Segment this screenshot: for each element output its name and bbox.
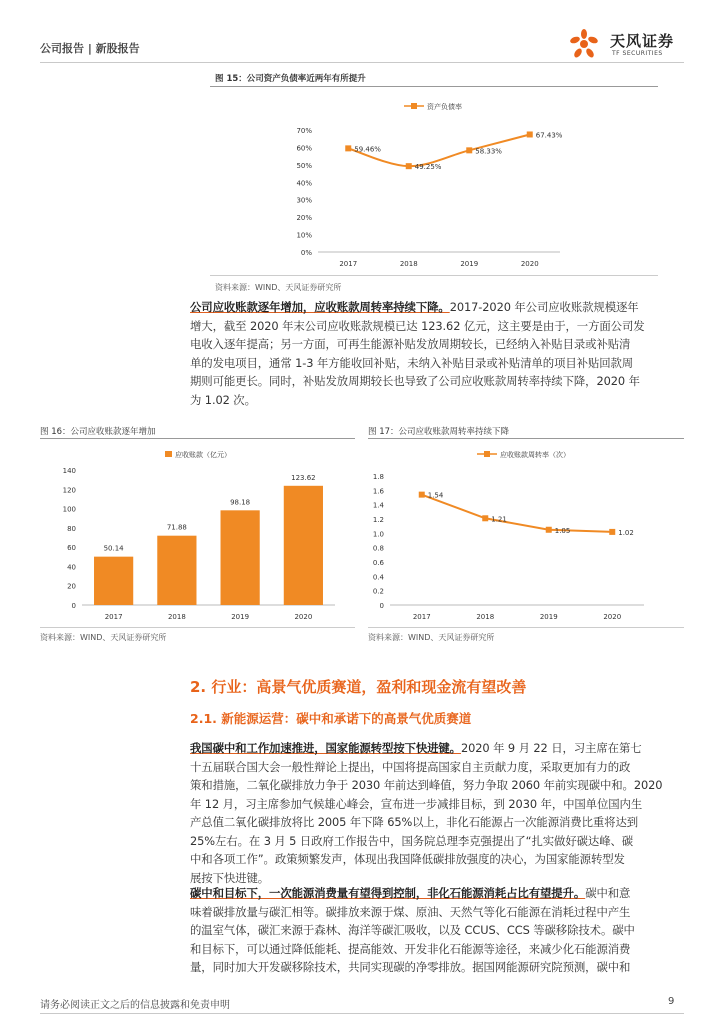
y-tick-label: 0%: [300, 249, 312, 257]
data-point: [406, 163, 412, 169]
paragraph-carbon-neutral-lead: 我国碳中和工作加速推进，国家能源转型按下快进键。: [190, 741, 461, 755]
breadcrumb: 公司报告 | 新股报告: [40, 42, 140, 55]
y-tick-label: 0: [71, 602, 76, 610]
x-tick-label: 2020: [294, 613, 313, 621]
x-tick-label: 2018: [399, 260, 418, 268]
y-tick-label: 1.2: [372, 516, 384, 524]
para-text: 和目标下，可以通过降低能耗、提高能效、开发非化石能源等途径，来减少化石能源消费: [190, 941, 631, 956]
paragraph-carbon-neutral: [190, 739, 685, 887]
data-point: [609, 529, 615, 535]
subsection-heading: 2.1. 新能源运营：碳中和承诺下的高景气优质赛道: [190, 711, 472, 726]
data-label: 1.02: [618, 528, 634, 537]
figure16-top-rule: [40, 438, 355, 439]
y-tick-label: 50%: [296, 161, 312, 170]
para-text: 单的发电项目，通常 1-3 年方能收回补贴，未纳入补贴目录或补贴清单的项目补贴回款周: [190, 355, 634, 370]
y-tick-label: 70%: [296, 127, 312, 135]
para-text: 展按下快进键。: [190, 870, 270, 885]
bar: [157, 536, 196, 605]
y-tick-label: 0.2: [372, 587, 384, 596]
para-text: 增大，截至 2020 年末公司应收账款规模已达 123.62 亿元，这主要是由于，一方面公司发: [190, 318, 645, 333]
y-tick-label: 140: [62, 467, 76, 475]
para-text: 期则可能更长。同时，补贴发放周期较长也导致了公司应收账款周转率持续下降，2020 年: [190, 374, 640, 388]
figure17-title: 图 17：公司应收账款周转率持续下降: [368, 427, 510, 437]
footer-disclaimer: 请务必阅读正文之后的信息披露和免责申明: [40, 1000, 230, 1011]
data-point: [419, 492, 425, 498]
y-tick-label: 0.6: [372, 559, 384, 567]
para-text: 碳中和意: [585, 886, 631, 900]
data-point: [466, 147, 472, 153]
figure16-title: 图 16：公司应收账款逐年增加: [40, 427, 156, 437]
y-tick-label: 100: [62, 505, 76, 514]
data-point: [527, 131, 533, 137]
x-tick-label: 2019: [539, 613, 558, 621]
paragraph-receivables: [190, 298, 685, 409]
legend-label: 应收账款周转率（次）: [500, 451, 570, 459]
figure15-source: 资料来源：WIND、天风证券研究所: [215, 283, 342, 292]
data-label: 58.33%: [475, 147, 502, 156]
para-text: 25%左右。在 3 月 5 日政府工作报告中，国务院总理李克强提出了“扎实做好碳达峰、碳: [190, 833, 634, 848]
logo-sub: TF SECURITIES: [612, 50, 663, 57]
legend-marker: [484, 451, 490, 457]
figure15-bottom-rule: [210, 275, 658, 276]
y-tick-label: 0.4: [372, 573, 384, 582]
para-text: 2020 年 9 月 22 日，习主席在第七: [460, 741, 642, 755]
x-tick-label: 2017: [104, 613, 123, 621]
x-tick-label: 2019: [231, 613, 250, 621]
y-tick-label: 0.8: [372, 544, 384, 553]
legend-label: 资产负债率: [427, 103, 462, 111]
y-tick-label: 20%: [296, 214, 312, 223]
figure15-title: 图 15：公司资产负债率近两年有所提升: [215, 74, 366, 84]
para-text: 十五届联合国大会一般性辩论上提出，中国将提高国家自主贡献力度，采取更加有力的政: [190, 759, 631, 774]
legend-marker: [411, 103, 417, 109]
figure15-chart: [210, 92, 660, 272]
figure15-top-rule: [210, 86, 658, 87]
x-tick-label: 2020: [603, 613, 622, 621]
series-line: [422, 495, 613, 532]
para-text: 为 1.02 次。: [190, 392, 256, 407]
x-tick-label: 2018: [476, 613, 495, 621]
data-label: 59.46%: [354, 145, 381, 154]
para-text: 产总值二氧化碳排放将比 2005 年下降 65%以上，非化石能源占一次能源消费比重将达到: [190, 815, 639, 829]
figure17-bottom-rule: [368, 627, 684, 628]
data-label: 49.25%: [414, 163, 442, 172]
figure17-top-rule: [368, 438, 684, 439]
y-tick-label: 20: [67, 582, 76, 591]
para-text: 2017-2020 年公司应收账款规模逐年: [449, 300, 639, 314]
data-label: 71.88: [166, 523, 187, 532]
y-tick-label: 30%: [296, 196, 312, 205]
data-point: [482, 515, 488, 521]
y-tick-label: 1.6: [372, 487, 384, 496]
page-number: 9: [668, 996, 675, 1007]
x-tick-label: 2019: [460, 260, 479, 268]
para-text: 味着碳排放量与碳汇相等。碳排放来源于煤、原油、天然气等化石能源在消耗过程中产生: [190, 904, 631, 919]
x-tick-label: 2017: [339, 260, 358, 268]
figure16-chart: [40, 442, 360, 622]
data-label: 50.14: [103, 544, 124, 553]
data-label: 67.43%: [535, 131, 563, 140]
paragraph-energy-consumption-lead: 碳中和目标下，一次能源消费量有望得到控制，非化石能源消耗占比有望提升。: [190, 886, 586, 900]
x-tick-label: 2018: [167, 613, 186, 621]
para-text: 量，同时加大开发碳移除技术，共同实现碳的净零排放。据国网能源研究院预测，碳中和: [190, 960, 631, 974]
data-label: 1.05: [554, 526, 571, 535]
bar: [221, 510, 260, 605]
header-divider: [40, 62, 684, 63]
figure17-source: 资料来源：WIND、天风证券研究所: [368, 633, 495, 642]
para-text: 中和各项工作”。政策频繁发声，体现出我国降低碳排放强度的决心，为国家能源转型发: [190, 852, 625, 866]
figure17-chart: [368, 442, 688, 622]
data-point: [546, 527, 552, 533]
data-label: 123.62: [291, 473, 316, 482]
y-tick-label: 10%: [296, 231, 312, 240]
bar: [284, 486, 323, 605]
x-tick-label: 2017: [412, 613, 431, 621]
y-tick-label: 40%: [296, 179, 312, 188]
section-heading: 2. 行业：高景气优质赛道，盈利和现金流有望改善: [190, 678, 527, 696]
y-tick-label: 60%: [296, 144, 312, 153]
y-tick-label: 40: [67, 563, 76, 572]
y-tick-label: 60: [67, 544, 76, 553]
figure16-source: 资料来源：WIND、天风证券研究所: [40, 633, 167, 642]
para-text: 电收入逐年提高；另一方面，可再生能源补贴发放周期较长，已经纳入补贴目录或补贴清: [190, 337, 631, 351]
data-point: [345, 145, 351, 151]
footer-divider: [40, 1013, 684, 1014]
legend-swatch: [165, 451, 172, 457]
y-tick-label: 1.8: [372, 473, 384, 481]
bar: [94, 557, 133, 605]
x-tick-label: 2020: [520, 260, 539, 268]
para-text: 策和措施，二氧化碳排放力争于 2030 年前达到峰值，努力争取 2060 年前实现碳中和。2020: [190, 778, 663, 792]
logo-name: 天风证券: [610, 32, 675, 50]
data-label: 98.18: [230, 498, 251, 507]
y-tick-label: 1.0: [372, 530, 384, 539]
y-tick-label: 0: [379, 602, 384, 610]
legend-label: 应收账款（亿元）: [175, 451, 231, 459]
y-tick-label: 120: [62, 486, 76, 495]
paragraph-receivables-lead: 公司应收账款逐年增加，应收账款周转率持续下降。: [190, 300, 450, 314]
y-tick-label: 80: [67, 524, 76, 533]
figure16-bottom-rule: [40, 627, 355, 628]
tf-logo-icon: [570, 26, 610, 62]
y-tick-label: 1.4: [372, 501, 384, 510]
data-label: 1.54: [427, 491, 444, 500]
data-label: 1.21: [491, 515, 507, 524]
para-text: 年 12 月，习主席参加气候雄心峰会，宣布进一步减排目标，到 2030 年，中国单位国内生: [190, 796, 643, 811]
paragraph-energy-consumption: [190, 884, 685, 977]
para-text: 的温室气体，碳汇来源于森林、海洋等碳汇吸收，以及 CCUS、CCS 等碳移除技术。碳中: [190, 923, 635, 937]
